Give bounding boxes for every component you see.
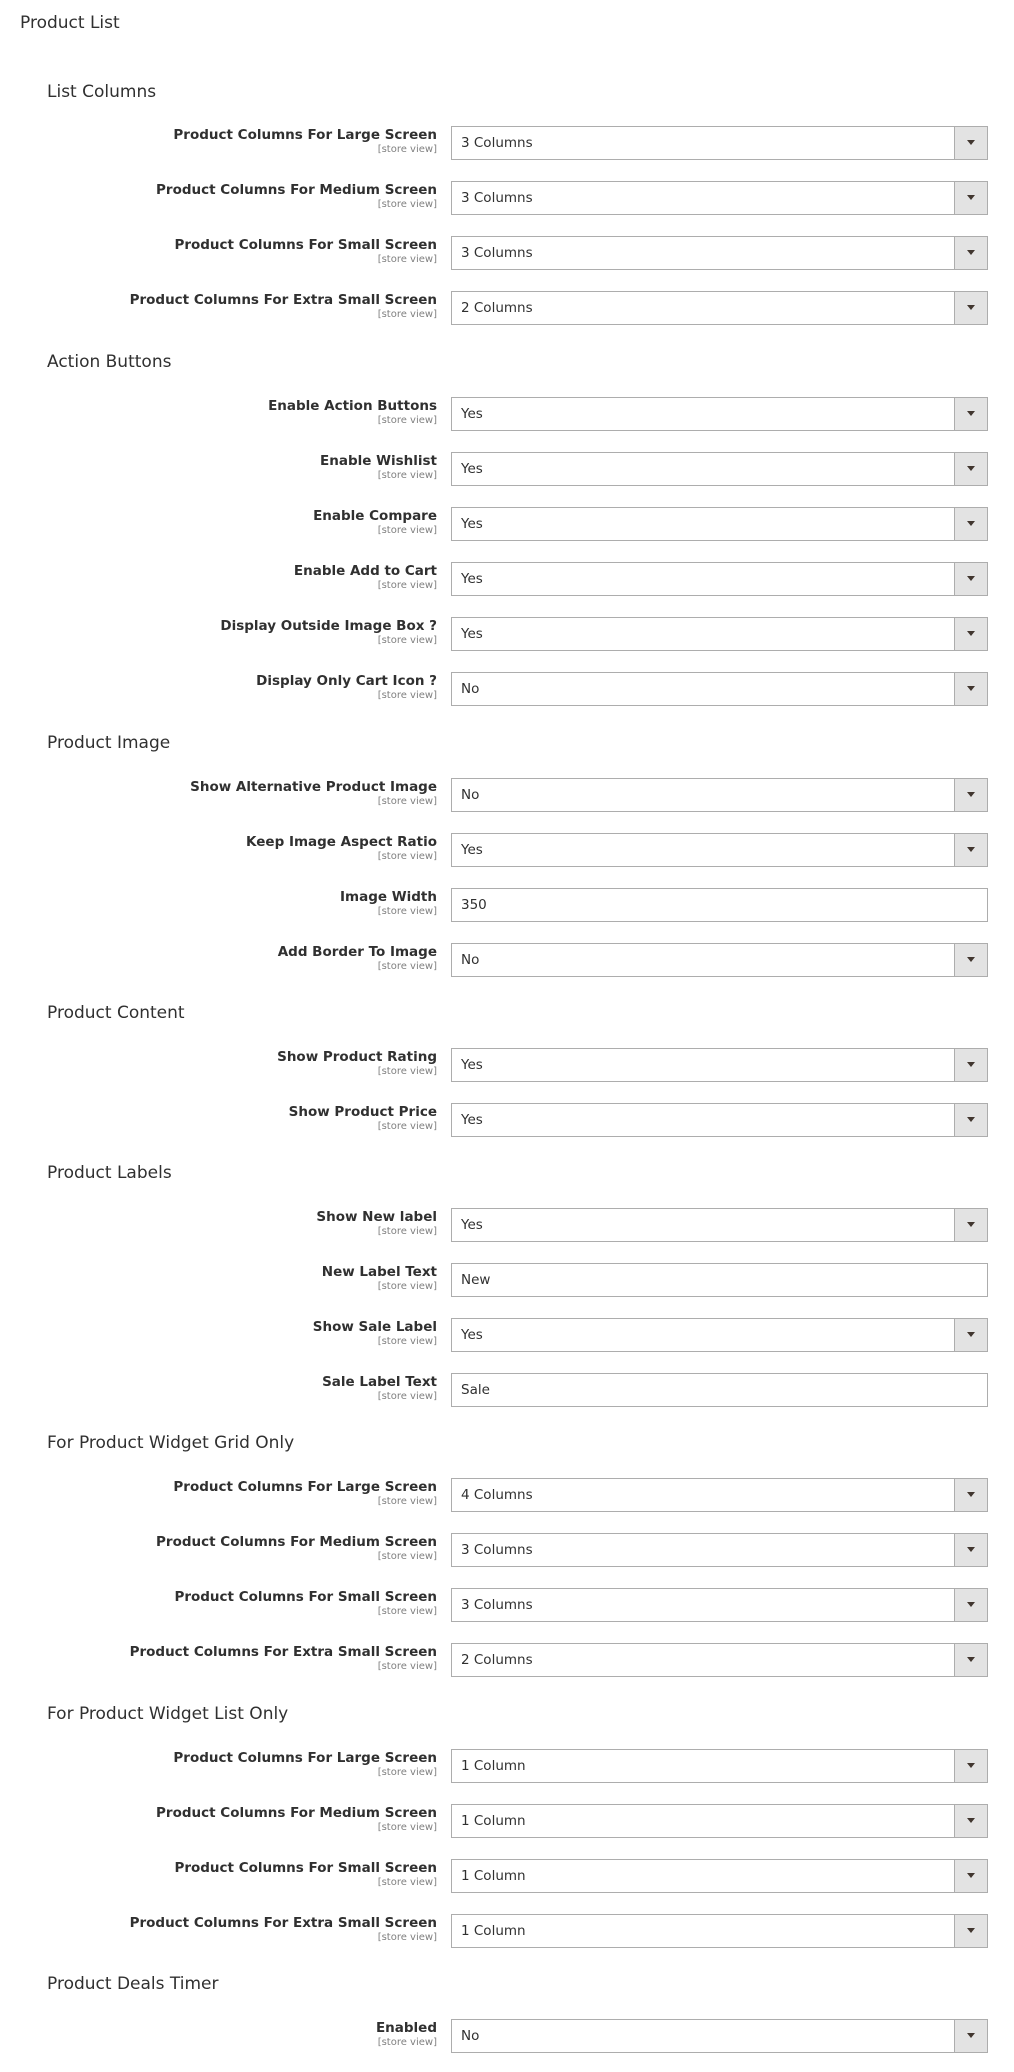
new-label-text-input[interactable]	[451, 1263, 988, 1297]
field-row	[0, 1859, 1014, 1893]
columns-select[interactable]	[451, 181, 988, 215]
field-name: Product Columns For Extra Small Screen	[129, 1915, 437, 1931]
field-name: Product Columns For Small Screen	[174, 237, 437, 253]
chevron-down-icon	[967, 1763, 975, 1768]
field-label	[37, 1374, 437, 1403]
field-name: Enable Action Buttons	[268, 398, 437, 414]
scope-label: [store view]	[377, 851, 437, 862]
field-row	[0, 617, 1014, 651]
field-label	[37, 834, 437, 863]
field-label	[37, 182, 437, 211]
scope-label: [store view]	[377, 635, 437, 646]
yes-no-select[interactable]	[451, 1103, 988, 1137]
select-value: 2 Columns	[461, 300, 533, 316]
field-label	[37, 1915, 437, 1944]
select-value: Yes	[461, 1217, 483, 1233]
yes-no-select[interactable]	[451, 507, 988, 541]
field-row	[0, 833, 1014, 867]
field-label	[37, 1049, 437, 1078]
scope-label: [store view]	[377, 1767, 437, 1778]
yes-no-select[interactable]	[451, 1048, 988, 1082]
scope-label: [store view]	[377, 1496, 437, 1507]
chevron-down-icon	[967, 1657, 975, 1662]
scope-label: [store view]	[377, 1822, 437, 1833]
field-row	[0, 1103, 1014, 1137]
scope-label: [store view]	[377, 1066, 437, 1077]
select-value: No	[461, 681, 480, 697]
select-value: Yes	[461, 842, 483, 858]
select-value: Yes	[461, 406, 483, 422]
scope-label: [store view]	[377, 1606, 437, 1617]
field-label	[37, 889, 437, 918]
chevron-down-icon	[967, 1492, 975, 1497]
field-label	[37, 1534, 437, 1563]
field-row	[0, 1373, 1014, 1407]
scope-label: [store view]	[377, 470, 437, 481]
scope-label: [store view]	[377, 2037, 437, 2048]
field-name: Product Columns For Medium Screen	[156, 1534, 437, 1550]
field-label	[37, 237, 437, 266]
dropdown-toggle[interactable]	[954, 618, 987, 650]
field-row	[0, 1533, 1014, 1567]
dropdown-toggle[interactable]	[954, 1860, 987, 1892]
dropdown-toggle[interactable]	[954, 1644, 987, 1676]
columns-select[interactable]	[451, 1914, 988, 1948]
field-name: Sale Label Text	[322, 1374, 437, 1390]
dropdown-toggle[interactable]	[954, 673, 987, 705]
field-name: Image Width	[340, 889, 437, 905]
columns-select[interactable]	[451, 291, 988, 325]
select-value: 1 Column	[461, 1758, 526, 1774]
field-row	[0, 507, 1014, 541]
select-value: Yes	[461, 626, 483, 642]
chevron-down-icon	[967, 1873, 975, 1878]
chevron-down-icon	[967, 1818, 975, 1823]
yes-no-select[interactable]	[451, 562, 988, 596]
chevron-down-icon	[967, 2033, 975, 2038]
dropdown-toggle[interactable]	[954, 237, 987, 269]
field-row	[0, 562, 1014, 596]
chevron-down-icon	[967, 195, 975, 200]
select-value: No	[461, 2028, 480, 2044]
select-value: Yes	[461, 516, 483, 532]
dropdown-toggle[interactable]	[954, 1534, 987, 1566]
chevron-down-icon	[967, 847, 975, 852]
chevron-down-icon	[967, 466, 975, 471]
field-label	[37, 453, 437, 482]
field-row	[0, 1588, 1014, 1622]
chevron-down-icon	[967, 1062, 975, 1067]
field-name: Product Columns For Small Screen	[174, 1860, 437, 1876]
field-label	[37, 1104, 437, 1133]
field-row	[0, 672, 1014, 706]
scope-label: [store view]	[377, 144, 437, 155]
yes-no-select[interactable]	[451, 778, 988, 812]
select-value: 1 Column	[461, 1868, 526, 1884]
scope-label: [store view]	[377, 690, 437, 701]
field-name: Show Product Rating	[277, 1049, 437, 1065]
chevron-down-icon	[967, 1928, 975, 1933]
field-label	[37, 398, 437, 427]
field-label	[37, 127, 437, 156]
field-row	[0, 1208, 1014, 1242]
section-title: Product Content	[47, 1003, 185, 1023]
yes-no-select[interactable]	[451, 833, 988, 867]
select-value: 3 Columns	[461, 135, 533, 151]
yes-no-select[interactable]	[451, 617, 988, 651]
chevron-down-icon	[967, 1117, 975, 1122]
chevron-down-icon	[967, 792, 975, 797]
dropdown-toggle[interactable]	[954, 1319, 987, 1351]
section-title: Action Buttons	[47, 352, 172, 372]
select-value: 4 Columns	[461, 1487, 533, 1503]
scope-label: [store view]	[377, 796, 437, 807]
field-label	[37, 2020, 437, 2049]
scope-label: [store view]	[377, 1551, 437, 1562]
chevron-down-icon	[967, 686, 975, 691]
field-label	[37, 1860, 437, 1889]
field-row	[0, 452, 1014, 486]
dropdown-toggle[interactable]	[954, 1479, 987, 1511]
section-title: For Product Widget Grid Only	[47, 1433, 295, 1453]
scope-label: [store view]	[377, 1226, 437, 1237]
select-value: Yes	[461, 461, 483, 477]
dropdown-toggle[interactable]	[954, 1915, 987, 1947]
dropdown-toggle[interactable]	[954, 1209, 987, 1241]
select-value: Yes	[461, 1327, 483, 1343]
field-name: Product Columns For Extra Small Screen	[129, 1644, 437, 1660]
select-value: 2 Columns	[461, 1652, 533, 1668]
columns-select[interactable]	[451, 236, 988, 270]
scope-label: [store view]	[377, 199, 437, 210]
dropdown-toggle[interactable]	[954, 779, 987, 811]
field-name: Show Product Price	[288, 1104, 437, 1120]
dropdown-toggle[interactable]	[954, 1805, 987, 1837]
columns-select[interactable]	[451, 1643, 988, 1677]
field-label	[37, 1750, 437, 1779]
dropdown-toggle[interactable]	[954, 453, 987, 485]
scope-label: [store view]	[377, 254, 437, 265]
field-name: Show New label	[316, 1209, 437, 1225]
columns-select[interactable]	[451, 1749, 988, 1783]
field-name: Enable Compare	[313, 508, 437, 524]
select-value: 3 Columns	[461, 190, 533, 206]
select-value: Yes	[461, 1112, 483, 1128]
field-label	[37, 1479, 437, 1508]
chevron-down-icon	[967, 1602, 975, 1607]
scope-label: [store view]	[377, 906, 437, 917]
select-value: 1 Column	[461, 1923, 526, 1939]
scope-label: [store view]	[377, 1121, 437, 1132]
field-name: Enable Wishlist	[320, 453, 437, 469]
chevron-down-icon	[967, 1332, 975, 1337]
yes-no-select[interactable]	[451, 1318, 988, 1352]
chevron-down-icon	[967, 140, 975, 145]
field-name: Enabled	[375, 2020, 437, 2036]
select-value: No	[461, 952, 480, 968]
dropdown-toggle[interactable]	[954, 508, 987, 540]
scope-label: [store view]	[377, 1661, 437, 1672]
scope-label: [store view]	[377, 1281, 437, 1292]
field-name: Product Columns For Extra Small Screen	[129, 292, 437, 308]
field-name: Product Columns For Medium Screen	[156, 1805, 437, 1821]
scope-label: [store view]	[377, 961, 437, 972]
dropdown-toggle[interactable]	[954, 182, 987, 214]
dropdown-toggle[interactable]	[954, 292, 987, 324]
field-row	[0, 1643, 1014, 1677]
field-label	[37, 1644, 437, 1673]
yes-no-select[interactable]	[451, 452, 988, 486]
yes-no-select[interactable]	[451, 672, 988, 706]
field-name: Add Border To Image	[277, 944, 437, 960]
section-title: For Product Widget List Only	[47, 1704, 289, 1724]
dropdown-toggle[interactable]	[954, 944, 987, 976]
field-name: Product Columns For Large Screen	[173, 1750, 437, 1766]
chevron-down-icon	[967, 1547, 975, 1552]
field-name: Show Sale Label	[312, 1319, 437, 1335]
field-row	[0, 1804, 1014, 1838]
yes-no-select[interactable]	[451, 1208, 988, 1242]
section-title: Product Labels	[47, 1163, 172, 1183]
field-row	[0, 397, 1014, 431]
select-value: 3 Columns	[461, 1542, 533, 1558]
field-row	[0, 778, 1014, 812]
field-row	[0, 888, 1014, 922]
field-name: Display Outside Image Box ?	[220, 618, 437, 634]
field-row	[0, 291, 1014, 325]
dropdown-toggle[interactable]	[954, 398, 987, 430]
field-row	[0, 1749, 1014, 1783]
section-title: Product Deals Timer	[47, 1974, 219, 1994]
field-label	[37, 508, 437, 537]
chevron-down-icon	[967, 521, 975, 526]
field-row	[0, 1048, 1014, 1082]
field-label	[37, 673, 437, 702]
yes-no-select[interactable]	[451, 2019, 988, 2053]
columns-select[interactable]	[451, 1478, 988, 1512]
select-value: Yes	[461, 571, 483, 587]
field-label	[37, 1805, 437, 1834]
field-row	[0, 943, 1014, 977]
field-label	[37, 779, 437, 808]
dropdown-toggle[interactable]	[954, 1049, 987, 1081]
select-value: 1 Column	[461, 1813, 526, 1829]
scope-label: [store view]	[377, 415, 437, 426]
field-name: New Label Text	[321, 1264, 437, 1280]
image-width-input[interactable]	[451, 888, 988, 922]
field-label	[37, 292, 437, 321]
select-value: Yes	[461, 1057, 483, 1073]
section-title: Product Image	[47, 733, 171, 753]
field-name: Show Alternative Product Image	[190, 779, 437, 795]
yes-no-select[interactable]	[451, 943, 988, 977]
dropdown-toggle[interactable]	[954, 127, 987, 159]
dropdown-toggle[interactable]	[954, 1589, 987, 1621]
sale-label-text-input[interactable]	[451, 1373, 988, 1407]
chevron-down-icon	[967, 631, 975, 636]
scope-label: [store view]	[377, 309, 437, 320]
field-label	[37, 1589, 437, 1618]
scope-label: [store view]	[377, 580, 437, 591]
chevron-down-icon	[967, 250, 975, 255]
field-name: Product Columns For Large Screen	[173, 1479, 437, 1495]
select-value: 3 Columns	[461, 245, 533, 261]
page-title: Product List	[20, 13, 120, 33]
field-name: Display Only Cart Icon ?	[256, 673, 437, 689]
field-row	[0, 1914, 1014, 1948]
field-label	[37, 618, 437, 647]
field-row	[0, 181, 1014, 215]
field-row	[0, 1318, 1014, 1352]
section-title: List Columns	[47, 82, 157, 102]
columns-select[interactable]	[451, 1588, 988, 1622]
field-label	[37, 1319, 437, 1348]
chevron-down-icon	[967, 411, 975, 416]
select-value: 3 Columns	[461, 1597, 533, 1613]
scope-label: [store view]	[377, 1336, 437, 1347]
field-label	[37, 944, 437, 973]
yes-no-select[interactable]	[451, 397, 988, 431]
columns-select[interactable]	[451, 1533, 988, 1567]
field-label	[37, 1209, 437, 1238]
field-row	[0, 1263, 1014, 1297]
field-name: Product Columns For Medium Screen	[156, 182, 437, 198]
dropdown-toggle[interactable]	[954, 2020, 987, 2052]
field-name: Product Columns For Large Screen	[173, 127, 437, 143]
columns-select[interactable]	[451, 1804, 988, 1838]
input-value: New	[461, 1272, 491, 1288]
dropdown-toggle[interactable]	[954, 1104, 987, 1136]
field-row	[0, 236, 1014, 270]
field-row	[0, 1478, 1014, 1512]
chevron-down-icon	[967, 1222, 975, 1227]
scope-label: [store view]	[377, 1932, 437, 1943]
chevron-down-icon	[967, 576, 975, 581]
field-name: Keep Image Aspect Ratio	[246, 834, 437, 850]
scope-label: [store view]	[377, 525, 437, 536]
field-label	[37, 1264, 437, 1293]
field-name: Product Columns For Small Screen	[174, 1589, 437, 1605]
dropdown-toggle[interactable]	[954, 834, 987, 866]
columns-select[interactable]	[451, 126, 988, 160]
columns-select[interactable]	[451, 1859, 988, 1893]
input-value: Sale	[461, 1382, 490, 1398]
field-label	[37, 563, 437, 592]
dropdown-toggle[interactable]	[954, 1750, 987, 1782]
dropdown-toggle[interactable]	[954, 563, 987, 595]
field-row	[0, 126, 1014, 160]
input-value: 350	[461, 897, 487, 913]
field-name: Enable Add to Cart	[293, 563, 437, 579]
scope-label: [store view]	[377, 1877, 437, 1888]
chevron-down-icon	[967, 305, 975, 310]
scope-label: [store view]	[377, 1391, 437, 1402]
chevron-down-icon	[967, 957, 975, 962]
field-row	[0, 2019, 1014, 2053]
select-value: No	[461, 787, 480, 803]
